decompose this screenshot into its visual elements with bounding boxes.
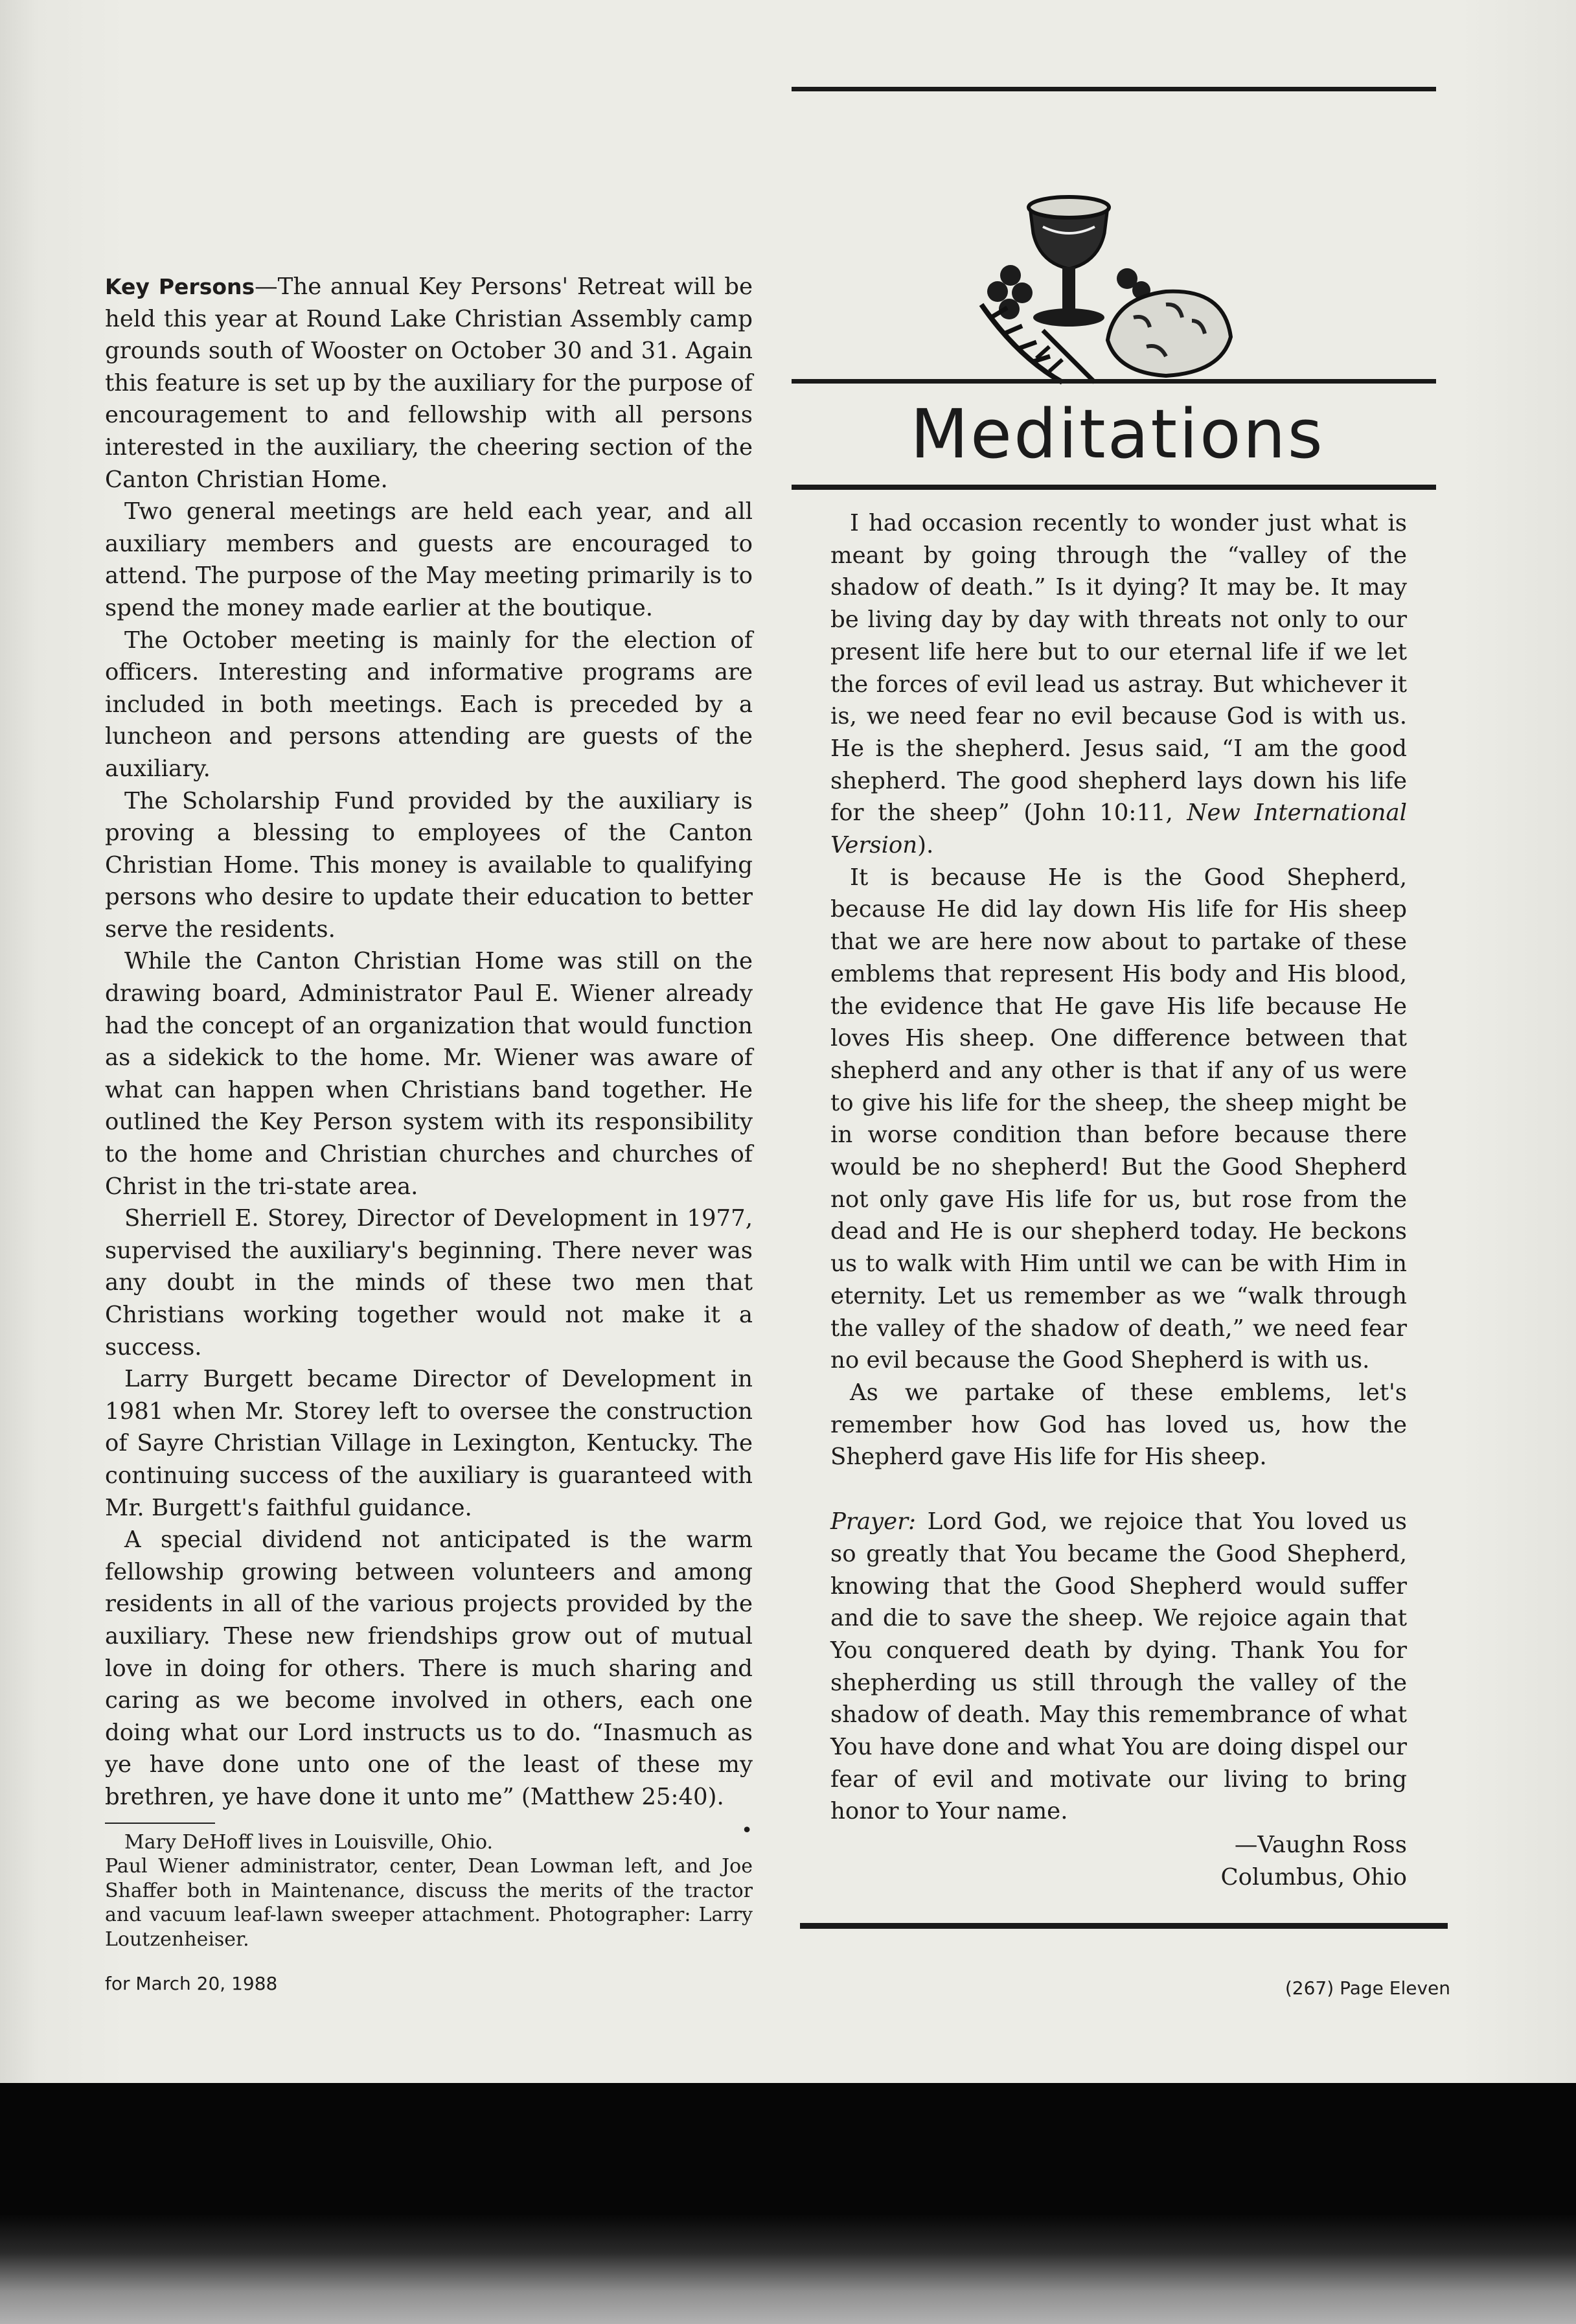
footnote-divider xyxy=(105,1823,215,1824)
dark-background-strip xyxy=(0,2083,1576,2324)
end-mark: • xyxy=(741,1819,753,1842)
article-paragraph: Key Persons—The annual Key Persons' Retreat will be held this year at Round Lake Christian Assembly camp grounds south of Wooster on October 30 and 31. Again this feature is set up by the auxiliary for the purpose of encouragement to and fellowship with all persons interested in the auxiliary, the cheering section of the Canton Christian Home. xyxy=(105,273,753,493)
prayer xyxy=(830,1506,1407,1828)
signature xyxy=(830,1829,1407,1894)
prayer-text: Prayer: Lord God, we rejoice that You loved us so greatly that You became the Good Shepherd, knowing that the Good Shepherd would suffer and die to save the sheep. We rejoice again that You conquered death by dying. Thank You for shepherding us still through the valley of the shadow of death. May this remembrance of what You have done and what You are doing dispel our fear of evil and motivate our living to bring honor to Your name. xyxy=(830,1508,1407,1825)
meditation-paragraph: As we partake of these emblems, let's remember how God has loved us, how the Shepherd gave His life for His sheep. xyxy=(830,1379,1407,1471)
article-paragraph: The Scholarship Fund provided by the auxiliary is proving a blessing to employees of the Canton Christian Home. This money is available to qualifying persons who desire to update their education to better serve the residents. xyxy=(105,787,753,943)
left-article-column xyxy=(105,271,753,1951)
table-surface xyxy=(0,2214,1576,2324)
article-paragraph: The October meeting is mainly for the election of officers. Interesting and informative programs are included in both meetings. Each is preceded by a luncheon and persons attending are guests of the auxiliary. xyxy=(105,627,753,782)
article-paragraph: Sherriell E. Storey, Director of Development in 1977, supervised the auxiliary's beginning. There never was any doubt in the minds of these two men that Christians working together would not make it a success. xyxy=(105,1205,753,1361)
prayer-label: Prayer: xyxy=(830,1508,917,1536)
article-paragraph: While the Canton Christian Home was still on the drawing board, Administrator Paul E. Wiener already had the concept of an organization that would function as a sidekick to the home. Mr. Wiener was aware of what can happen when Christians band together. He outlined the Key Person system with its responsibility to the home and Christian churches and churches of Christ in the tri-state area. xyxy=(105,948,753,1200)
article-paragraph: Two general meetings are held each year, and all auxiliary members and guests are encouraged to attend. The purpose of the May meeting primarily is to spend the money made earlier at the boutique. xyxy=(105,498,753,621)
photo-caption: Paul Wiener administrator, center, Dean Lowman left, and Joe Shaffer both in Maintenance, discuss the merits of the tractor and vacuum leaf-lawn sweeper attachment. Photographer: Larry Loutzenheiser. xyxy=(105,1855,753,1951)
author-note: Mary DeHoff lives in Louisville, Ohio. xyxy=(124,1830,494,1854)
title-top-rule xyxy=(792,379,1436,384)
meditation-column xyxy=(830,507,1407,1894)
page-number: (267) Page Eleven xyxy=(1285,1977,1450,1999)
meditation-paragraph: I had occasion recently to wonder just what is meant by going through the “valley of the shadow of death.” Is it dying? It may be. It may be living day by day with threats not only to our present life here but to our eternal life if we let the forces of evil lead us astray. But whichever it is, we need fear no evil because God is with us. He is the shepherd. Jesus said, “I am the good shepherd. The good shepherd lays down his life for the sheep” (John 10:11, New International Version). xyxy=(830,510,1407,859)
bottom-rule xyxy=(800,1923,1448,1929)
issue-date: for March 20, 1988 xyxy=(105,1973,278,1994)
meditation-paragraph: It is because He is the Good Shepherd, because He did lay down His life for His sheep that we are here now about to partake of these emblems that represent His body and His blood, the evidence that He gave His life because He loves His sheep. One difference between that shepherd and any other is that if any of us were to give his life for the sheep, the sheep might be in worse condition than before because there would be no shepherd! But the Good Shepherd not only gave His life for us, but rose from the dead and He is our shepherd today. He beckons us to walk with Him until we can be with Him in eternity. Let us remember as we “walk through the valley of the shadow of death,” we need fear no evil because the Good Shepherd is with us. xyxy=(830,864,1407,1374)
top-rule xyxy=(792,87,1436,91)
chalice-and-bread-icon xyxy=(972,188,1257,402)
author-name: —Vaughn Ross xyxy=(1234,1832,1407,1859)
author-location: Columbus, Ohio xyxy=(1220,1864,1407,1891)
article-paragraph: A special dividend not anticipated is the warm fellowship growing between volunteers and among residents in all of the various projects provided by the auxiliary. These new friendships grow out of mutual love in doing for others. There is much sharing and caring as we become involved in others, each one doing what our Lord instructs us to do. “Inasmuch as ye have done unto one of the least of these my brethren, ye have done it unto me” (Matthew 25:40). • xyxy=(105,1524,753,1813)
article-paragraph: Larry Burgett became Director of Development in 1981 when Mr. Storey left to oversee the construction of Sayre Christian Village in Lexington, Kentucky. The continuing success of the auxiliary is guaranteed with Mr. Burgett's faithful guidance. xyxy=(105,1366,753,1521)
article-lead-in: Key Persons xyxy=(105,274,255,299)
section-title: Meditations xyxy=(910,395,1325,474)
title-bottom-rule xyxy=(792,485,1436,490)
footnotes xyxy=(105,1830,753,1952)
